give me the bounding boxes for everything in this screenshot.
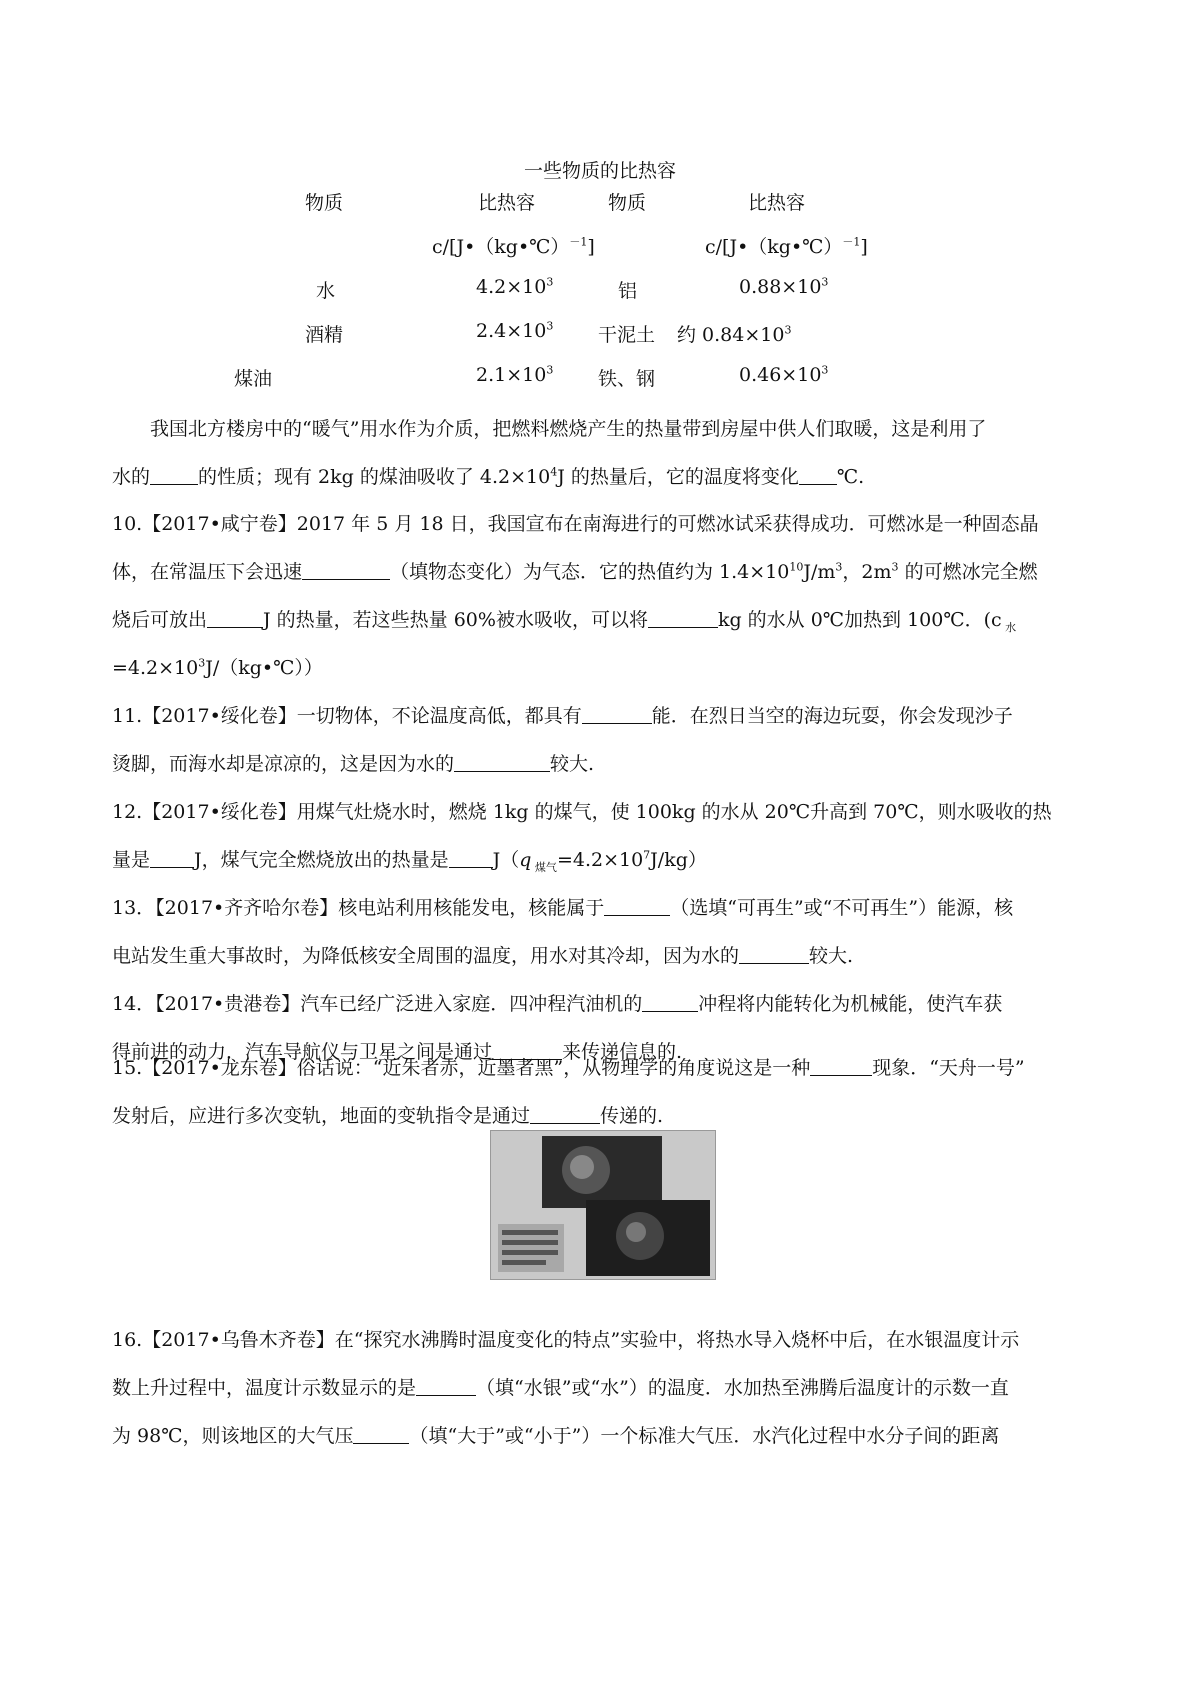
- header-substance-2: 物质: [608, 192, 647, 214]
- question-10: 10.【2017•咸宁卷】2017 年 5 月 18 日，我国宣布在南海进行的可燃冰试采获得成功．可燃冰是一种固态晶 体，在常温压下会迅速 （填物态变化）为气态．它的热值约为 $1.4\times 10^{10}J/m^3$，$2m^3$ 的可燃冰完全燃 烧后可放出 J 的热量，若这些热量 60%被水吸收，可以将 kg 的水从 0℃加热到 100℃．(c $_水$ $=4.2\times 10^3J/(kg•℃)$）: [112, 513, 1039, 679]
- row-substance: 铁、钢: [598, 368, 656, 390]
- satellite-photo: [490, 1130, 716, 1280]
- answer-blank[interactable]: [530, 1103, 600, 1124]
- answer-blank[interactable]: [449, 847, 493, 868]
- unit-left: c/[J•（kg•℃）$^{-1}$]: [432, 235, 595, 258]
- answer-blank[interactable]: [642, 991, 698, 1012]
- unit-right: c/[J•（kg•℃）$^{-1}$]: [705, 235, 868, 258]
- row-substance: 酒精: [305, 324, 344, 346]
- row-substance: 铝: [618, 280, 638, 302]
- answer-blank[interactable]: [302, 559, 390, 580]
- question-14: 14．【2017•贵港卷】汽车已经广泛进入家庭．四冲程汽油机的 冲程将内能转化为机械能，使汽车获 得前进的动力．汽车导航仪与卫星之间是通过 来传递信息的.: [112, 993, 1003, 1063]
- answer-blank[interactable]: [454, 751, 550, 772]
- question-12: 12.【2017•绥化卷】用煤气灶烧水时，燃烧 1kg 的煤气，使 100kg 的水从 20℃升高到 70℃，则水吸收的热 量是 J，煤气完全燃烧放出的热量是 J（q $_{煤气}=4.2\times 10^7J/kg$）: [112, 801, 1052, 874]
- table-title: 一些物质的比热容: [523, 160, 676, 182]
- answer-blank[interactable]: [150, 464, 198, 485]
- question-16: 16.【2017•乌鲁木齐卷】在“探究水沸腾时温度变化的特点”实验中，将热水导入烧杯中后，在水银温度计示 数上升过程中，温度计示数显示的是 （填“水银”或“水”）的温度．水加热至沸腾后温度计的示数一直 为 98℃，则该地区的大气压 （填“大于”或“小于”）一个标准大气压．水汽化过程中水分子间的距离: [112, 1329, 1020, 1447]
- row-value: $2.1\times 10^3$: [476, 363, 554, 386]
- row-substance: 水: [316, 280, 336, 302]
- row-value: $0.46\times 10^3$: [739, 363, 829, 386]
- header-substance-1: 物质: [305, 192, 344, 214]
- row-value: $4.2\times 10^3$: [476, 275, 554, 298]
- answer-blank[interactable]: [416, 1375, 476, 1396]
- answer-blank[interactable]: [582, 703, 652, 724]
- answer-blank[interactable]: [739, 943, 809, 964]
- answer-blank[interactable]: [353, 1423, 409, 1444]
- answer-blank[interactable]: [604, 895, 670, 916]
- row-value: $0.88\times 10^3$: [739, 275, 829, 298]
- row-value: $2.4\times 10^3$: [476, 319, 554, 342]
- row-substance: 干泥土: [598, 324, 656, 346]
- question-15: 15.【2017•龙东卷】俗话说：“近朱者赤，近墨者黑”，从物理学的角度说这是一种 现象．“天舟一号” 发射后，应进行多次变轨，地面的变轨指令是通过 传递的.: [112, 1057, 1025, 1127]
- question-11: 11.【2017•绥化卷】一切物体，不论温度高低，都具有 能．在烈日当空的海边玩耍，你会发现沙子 烫脚，而海水却是凉凉的，这是因为水的 较大.: [112, 705, 1013, 775]
- answer-blank[interactable]: [810, 1055, 872, 1076]
- question-13: 13．【2017•齐齐哈尔卷】核电站利用核能发电，核能属于 （选填“可再生”或“不可再生”）能源，核 电站发生重大事故时，为降低核安全周围的温度，用水对其冷却，因为水的 较大.: [112, 897, 1014, 967]
- answer-blank[interactable]: [799, 464, 837, 485]
- header-heat-2: 比热容: [748, 192, 806, 214]
- answer-blank[interactable]: [150, 847, 194, 868]
- header-heat-1: 比热容: [478, 192, 536, 214]
- answer-blank[interactable]: [648, 607, 718, 628]
- row-value: 约 $0.84\times 10^3$: [677, 323, 792, 346]
- question-9: 我国北方楼房中的“暖气”用水作为介质，把燃料燃烧产生的热量带到房屋中供人们取暖，这是利用了 水的 的性质；现有 2kg 的煤油吸收了 $4.2\times 10^4J$ 的热量后，它的温度将变化 ℃.: [112, 418, 987, 488]
- answer-blank[interactable]: [207, 607, 263, 628]
- row-substance: 煤油: [234, 368, 273, 390]
